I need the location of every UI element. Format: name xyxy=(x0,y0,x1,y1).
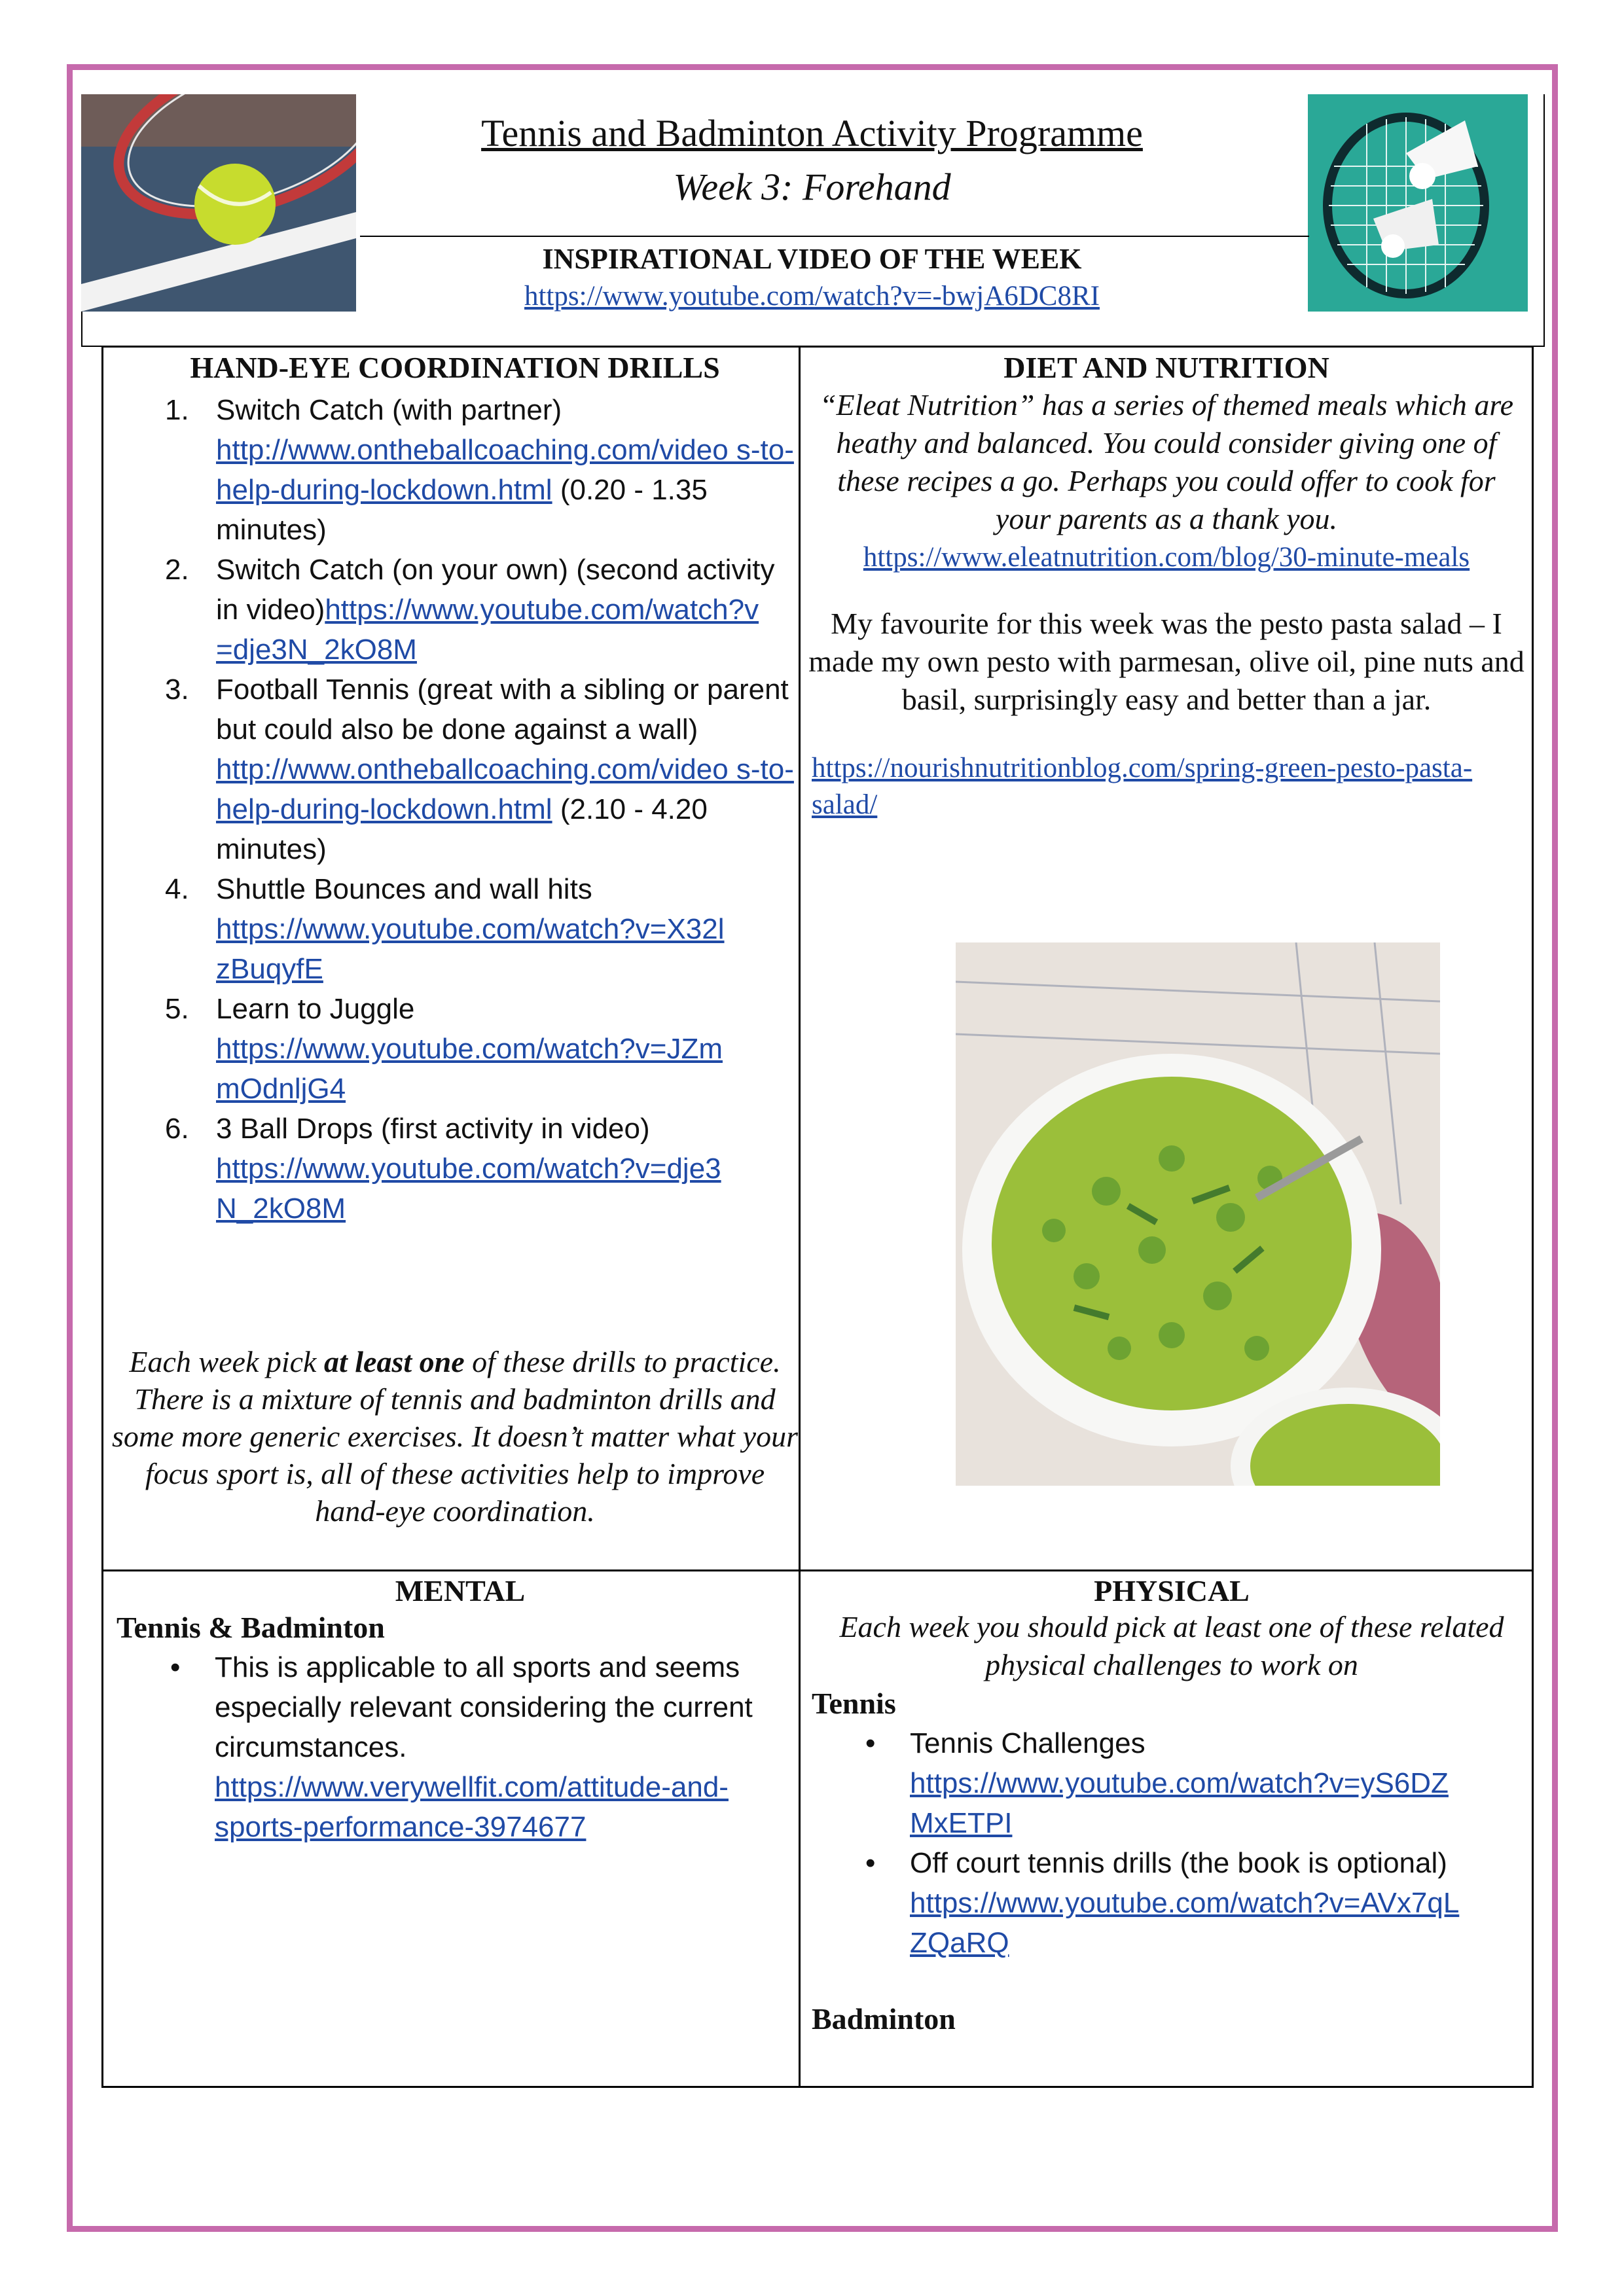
mental-subheading: Tennis & Badminton xyxy=(117,1611,385,1644)
table-right-border xyxy=(1532,346,1534,2088)
challenge-link[interactable]: https://www.youtube.com/watch?v=yS6DZ MxETPI xyxy=(910,1767,1449,1839)
note-emphasis: at least one xyxy=(323,1345,465,1378)
item-text: Tennis Challenges xyxy=(910,1727,1146,1759)
item-number: 4. xyxy=(165,873,189,905)
drill-link[interactable]: http://www.ontheballcoaching.com/video s-to-help-during-lockdown.html xyxy=(216,753,794,825)
note-text: Each week pick xyxy=(129,1345,324,1378)
list-item xyxy=(111,550,799,670)
diet-section xyxy=(806,350,1526,823)
item-text: Off court tennis drills (the book is optional) xyxy=(910,1847,1447,1879)
table-top-border xyxy=(101,346,1534,348)
list-item xyxy=(111,1109,799,1229)
drills-heading: HAND-EYE COORDINATION DRILLS xyxy=(190,351,720,384)
table-bottom-border xyxy=(101,2086,1534,2088)
list-item xyxy=(111,989,799,1109)
list-item xyxy=(111,869,799,989)
video-heading: INSPIRATIONAL VIDEO OF THE WEEK xyxy=(542,243,1082,275)
bullet-icon: • xyxy=(170,1651,181,1683)
eleat-nutrition-link[interactable]: https://www.eleatnutrition.com/blog/30-minute-meals xyxy=(863,542,1470,573)
drills-list xyxy=(111,390,799,1229)
item-number: 6. xyxy=(165,1113,189,1145)
tennis-label: Tennis xyxy=(812,1687,896,1720)
diet-heading: DIET AND NUTRITION xyxy=(1003,351,1329,384)
drill-link[interactable]: https://www.youtube.com/watch?v=JZm mOdnljG4 xyxy=(216,1033,723,1105)
bullet-icon: • xyxy=(865,1847,876,1879)
badminton-label: Badminton xyxy=(812,2002,956,2036)
mental-list xyxy=(117,1647,804,1847)
list-item xyxy=(117,1647,804,1847)
table-middle-divider xyxy=(101,1570,1534,1571)
list-item xyxy=(111,670,799,869)
pesto-pasta-image xyxy=(956,942,1440,1486)
pesto-recipe-link[interactable]: https://nourishnutritionblog.com/spring-green-pesto-pasta-salad/ xyxy=(812,753,1473,820)
drills-note xyxy=(111,1343,799,1530)
video-link[interactable]: https://www.youtube.com/watch?v=-bwjA6DC8RI xyxy=(524,281,1100,312)
header-divider xyxy=(360,236,1309,237)
item-text: This is applicable to all sports and seems especially relevant considering the current circumstances. xyxy=(215,1651,753,1763)
verywellfit-link[interactable]: https://www.verywellfit.com/attitude-and-sports-performance-3974677 xyxy=(215,1771,729,1843)
physical-list xyxy=(812,1723,1532,1963)
diet-intro: “Eleat Nutrition” has a series of themed meals which are heathy and balanced. You could consider giving one of these recipes a go. Perhaps you could offer to cook for your parents as a thank you. xyxy=(819,388,1514,535)
item-text: Learn to Juggle xyxy=(216,993,415,1025)
item-text: 3 Ball Drops (first activity in video) xyxy=(216,1113,650,1145)
item-number: 1. xyxy=(165,394,189,426)
challenge-link[interactable]: https://www.youtube.com/watch?v=AVx7qL ZQaRQ xyxy=(910,1887,1460,1959)
list-item xyxy=(812,1843,1532,1963)
item-text: Switch Catch (with partner) xyxy=(216,394,562,426)
item-number: 5. xyxy=(165,993,189,1025)
mental-section xyxy=(117,1573,804,1847)
physical-section xyxy=(812,1573,1532,2039)
drill-link[interactable]: https://www.youtube.com/watch?v =dje3N_2kO8M xyxy=(216,594,759,666)
drill-link[interactable]: https://www.youtube.com/watch?v=X32l zBuqyfE xyxy=(216,913,725,985)
drills-section xyxy=(111,350,799,1229)
page-title: Tennis and Badminton Activity Programme xyxy=(481,112,1143,154)
physical-intro: Each week you should pick at least one of these related physical challenges to work on xyxy=(839,1610,1504,1681)
list-item xyxy=(111,390,799,550)
item-number: 2. xyxy=(165,554,189,586)
item-text: Shuttle Bounces and wall hits xyxy=(216,873,592,905)
bullet-icon: • xyxy=(865,1727,876,1759)
item-suffix: (2.10 - 4.20 minutes) xyxy=(216,793,708,865)
item-number: 3. xyxy=(165,673,189,706)
item-text: Football Tennis (great with a sibling or parent but could also be done against a wall) xyxy=(216,673,789,745)
page-subtitle: Week 3: Forehand xyxy=(673,166,951,208)
note-text: of these drills to practice. There is a mixture of tennis and badminton drills and some more generic exercises. It doesn’t matter what your focus sport is, all of these activities help to improve hand-eye coordination. xyxy=(112,1345,798,1528)
drill-link[interactable]: https://www.youtube.com/watch?v=dje3 N_2kO8M xyxy=(216,1153,721,1225)
item-suffix: (0.20 - 1.35 minutes) xyxy=(216,474,708,546)
mental-heading: MENTAL xyxy=(395,1574,526,1607)
table-left-border xyxy=(101,346,103,2088)
list-item xyxy=(812,1723,1532,1843)
drill-link[interactable]: http://www.ontheballcoaching.com/video s-to-help-during-lockdown.html xyxy=(216,434,794,506)
physical-heading: PHYSICAL xyxy=(1094,1574,1250,1607)
item-text: Switch Catch (on your own) (second activity in video) xyxy=(216,554,775,626)
diet-favourite: My favourite for this week was the pesto pasta salad – I made my own pesto with parmesan, olive oil, pine nuts and basil, surprisingly easy and better than a jar. xyxy=(808,607,1525,716)
